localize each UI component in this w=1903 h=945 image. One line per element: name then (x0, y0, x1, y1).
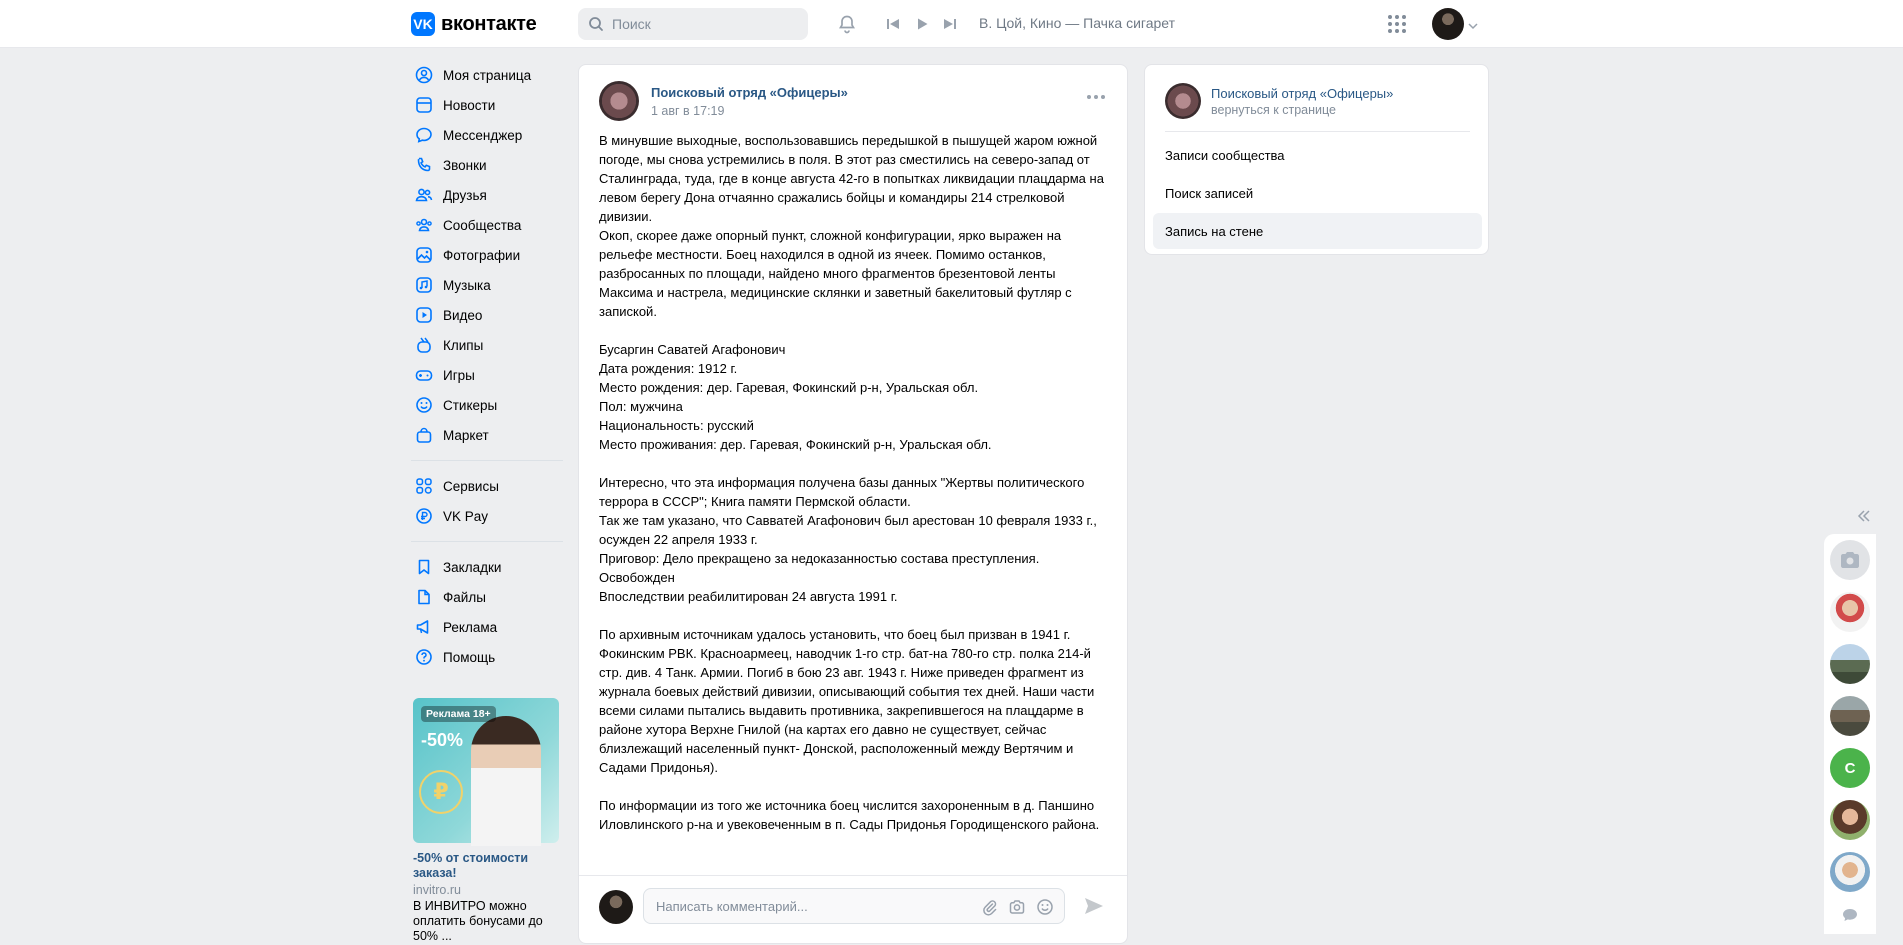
ruble-icon: ₽ (419, 770, 463, 814)
top-header (0, 0, 1903, 48)
side-menu-divider (1165, 131, 1470, 132)
comment-bar (579, 875, 1127, 945)
nav-label: Закладки (443, 559, 502, 575)
play-icon[interactable] (910, 12, 934, 36)
communities-icon (415, 216, 433, 234)
clips-icon (415, 336, 433, 354)
chat-avatar[interactable] (1830, 644, 1870, 684)
ad-image[interactable] (413, 698, 559, 843)
community-avatar[interactable] (599, 81, 639, 121)
nav-stickers[interactable] (411, 390, 563, 420)
nav-news[interactable] (411, 90, 563, 120)
nav-calls[interactable] (411, 150, 563, 180)
file-icon (415, 588, 433, 606)
camera-icon (1838, 550, 1862, 570)
post-paragraph: Бусаргин Саватей Агафонович Дата рождения: 1912 г. Место рождения: дер. Гаревая, Фокинский р-н, Уральская обл. Пол: мужчина Национальность: русский Место проживания: дер. Гаревая, Фокинский р-н, Уральская обл. (599, 342, 992, 452)
nav-files[interactable] (411, 582, 563, 612)
nav-music[interactable] (411, 270, 563, 300)
camera-icon[interactable] (1008, 898, 1026, 919)
bookmark-icon (415, 558, 433, 576)
post-date[interactable]: 1 авг в 17:19 (651, 103, 725, 118)
emoji-icon[interactable] (1036, 898, 1054, 919)
services-icon (415, 477, 433, 495)
vk-logo-icon: VK (411, 12, 435, 36)
nav-services[interactable] (411, 471, 563, 501)
more-options-icon[interactable] (1087, 95, 1105, 99)
nav-help[interactable] (411, 642, 563, 672)
photo-icon (415, 246, 433, 264)
nav-vkpay[interactable] (411, 501, 563, 531)
search-input[interactable] (612, 16, 792, 32)
nav-video[interactable] (411, 300, 563, 330)
nav-label: Стикеры (443, 397, 498, 413)
post-paragraph: В минувшие выходные, воспользовавшись передышкой в пышущей жаром южной погоде, мы снова устремились в поля. В этот раз сместились на северо-запад от Сталинграда, туда, где в конце августа 42-го в попытках ликвидации плацдарма на левом берегу Дона отчаянно сражались бойцы и командиры 214 стрелковой дивизии. Окоп, скорее даже опорный пункт, сложной конфигурации, ярко выражен на рельефе местности. Боец находился в одной из ячеек. Помимо останков, разбросанных по площади, найдено много фрагментов брезентовой ленты Максима и настрела, медицинские склянки и заветный бакелитовый футляр с запиской. (599, 133, 1104, 319)
nav-bookmarks[interactable] (411, 552, 563, 582)
nav-label: Мессенджер (443, 127, 523, 143)
user-avatar[interactable] (1432, 8, 1464, 40)
nav-label: Моя страница (443, 67, 532, 83)
attach-icon[interactable] (980, 898, 998, 919)
news-icon (415, 96, 433, 114)
apps-grid-icon[interactable] (1385, 12, 1409, 36)
ad-title[interactable]: -50% от стоимости заказа! (413, 851, 529, 880)
nav-communities[interactable] (411, 210, 563, 240)
logo-text: вконтакте (441, 12, 537, 35)
community-avatar[interactable] (1165, 83, 1201, 119)
phone-icon (415, 156, 433, 174)
wall-post (578, 64, 1128, 944)
nav-label: Видео (443, 307, 483, 323)
message-icon (415, 126, 433, 144)
back-to-page-link[interactable]: вернуться к странице (1211, 102, 1336, 117)
music-icon (415, 276, 433, 294)
nav-label: Игры (443, 367, 475, 383)
nav-games[interactable] (411, 360, 563, 390)
nav-divider (411, 541, 563, 542)
chat-avatar[interactable] (1830, 696, 1870, 736)
post-paragraph: По архивным источникам удалось установить, что боец был призван в 1941 г. Фокинским РВК. Красноармеец, наводчик 1-го стр. бат-на 780-го стр. полка 214-й стр. див. 4 Танк. Армии. Погиб в бою 23 авг. 1943 г. Ниже приведен фрагмент из журнала боевых действий дивизии, описывающий события тех дней. Наши части всеми силами пытались выдавить противника, закрепившегося на плацдарме в районе хутора Верхне Гнилой (на картах его давно не существует, сейчас близлежащий населенный пункт- Донской, расположенный между Вертячим и Садами Придонья). (599, 627, 1095, 775)
comment-input[interactable] (656, 899, 976, 914)
chat-avatar[interactable] (1830, 592, 1870, 632)
nav-clips[interactable] (411, 330, 563, 360)
post-text (599, 131, 1111, 834)
market-icon (415, 426, 433, 444)
nav-label: Сервисы (443, 478, 499, 494)
games-icon (415, 366, 433, 384)
ad-discount: -50% (421, 730, 464, 750)
chat-sidebar (1824, 534, 1876, 934)
chat-bubble-icon[interactable] (1842, 908, 1858, 925)
nav-label: Реклама (443, 619, 498, 635)
post-header (599, 81, 848, 121)
now-playing-track[interactable]: В. Цой, Кино — Пачка сигарет (979, 15, 1175, 31)
megaphone-icon (415, 618, 433, 636)
next-track-icon[interactable] (938, 12, 962, 36)
nav-label: Клипы (443, 337, 484, 353)
nav-ads[interactable] (411, 612, 563, 642)
vkpay-icon (415, 507, 433, 525)
ad-age-badge: Реклама 18+ (421, 706, 496, 722)
nav-label: Друзья (443, 187, 487, 203)
search-box[interactable] (578, 8, 808, 40)
nav-photos[interactable] (411, 240, 563, 270)
camera-avatar[interactable] (1830, 540, 1870, 580)
chat-avatar[interactable] (1830, 852, 1870, 892)
search-posts-item[interactable]: Поиск записей (1165, 185, 1254, 201)
community-posts-item[interactable]: Записи сообщества (1165, 147, 1285, 163)
search-icon (588, 16, 604, 32)
community-side-menu (1144, 64, 1489, 255)
collapse-chats-icon[interactable] (1857, 510, 1871, 525)
nav-messenger[interactable] (411, 120, 563, 150)
nav-label: VK Pay (443, 508, 489, 524)
nav-divider (411, 460, 563, 461)
comment-user-avatar (599, 890, 633, 924)
chat-avatar[interactable] (1830, 800, 1870, 840)
nav-label: Файлы (443, 589, 486, 605)
stickers-icon (415, 396, 433, 414)
nav-label: Новости (443, 97, 496, 113)
nav-label: Сообщества (443, 217, 522, 233)
wall-post-item[interactable]: Запись на стене (1153, 213, 1482, 249)
video-icon (415, 306, 433, 324)
send-icon[interactable] (1083, 896, 1105, 919)
user-circle-icon (415, 66, 433, 84)
bell-icon[interactable] (835, 12, 859, 36)
ad-description: В ИНВИТРО можно оплатить бонусами до 50% ... (413, 899, 543, 943)
ad-block[interactable] (413, 698, 559, 944)
nav-my-page[interactable] (411, 60, 563, 90)
community-name-link[interactable]: Поисковый отряд «Офицеры» (651, 84, 848, 100)
comment-box[interactable] (643, 888, 1065, 924)
nav-market[interactable] (411, 420, 563, 450)
nav-label: Звонки (443, 157, 487, 173)
nav-friends[interactable] (411, 180, 563, 210)
prev-track-icon[interactable] (881, 12, 905, 36)
chevron-down-icon[interactable] (1468, 18, 1478, 33)
nav-label: Помощь (443, 649, 496, 665)
side-menu-header (1165, 83, 1393, 119)
nav-label: Музыка (443, 277, 491, 293)
post-paragraph: По информации из того же источника боец числится захороненным в д. Паншино Иловлинского р-на и увековеченным в п. Сады Придонья Городищенского района. (599, 798, 1100, 832)
friends-icon (415, 186, 433, 204)
ad-person-image (471, 716, 541, 846)
left-navigation (411, 60, 563, 672)
ad-domain[interactable]: invitro.ru (413, 883, 461, 897)
post-paragraph: Интересно, что эта информация получена базы данных "Жертвы политического террора в СССР"; Книга памяти Пермской области. Так же там указано, что Савватей Агафонович был арестован 10 февраля 1933 г., осужден 22 апреля 1933 г. Приговор: Дело прекращено за недоказанностью состава преступления. Освобожден Впоследствии реабилитирован 24 августа 1991 г. (599, 475, 1097, 604)
community-name-link[interactable]: Поисковый отряд «Офицеры» (1211, 85, 1394, 101)
vk-logo[interactable] (411, 12, 536, 36)
help-icon (415, 648, 433, 666)
chat-avatar-letter[interactable]: С (1830, 748, 1870, 788)
nav-label: Фотографии (443, 247, 521, 263)
nav-label: Маркет (443, 427, 489, 443)
